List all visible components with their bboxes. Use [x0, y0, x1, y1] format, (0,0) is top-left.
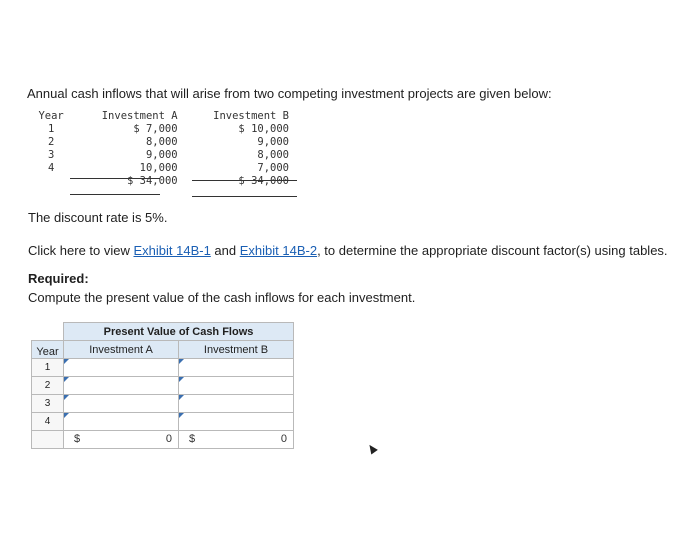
pv-b-input[interactable]	[179, 377, 294, 395]
given-header-year: Year	[38, 110, 64, 122]
year-header: Year	[32, 341, 64, 359]
pv-b-input[interactable]	[179, 359, 294, 377]
given-value-b: 8,000	[257, 149, 289, 161]
given-cash-inflows-table	[30, 110, 305, 202]
given-year: 2	[47, 136, 55, 148]
answer-row	[32, 377, 294, 395]
pv-a-input[interactable]	[64, 395, 179, 413]
year-cell: 3	[32, 395, 64, 413]
click-middle: and	[210, 243, 240, 258]
click-prefix: Click here to view	[28, 243, 134, 258]
given-total-row	[30, 175, 305, 188]
given-header-row	[30, 110, 305, 123]
total-b-dollar: $	[189, 433, 196, 445]
given-value-b: 7,000	[257, 162, 289, 174]
input-caret-icon	[64, 377, 69, 382]
intro-text: Annual cash inflows that will arise from two competing investment projects are given below:	[27, 86, 552, 101]
pv-b-input[interactable]	[179, 395, 294, 413]
input-caret-icon	[179, 413, 184, 418]
answer-row	[32, 395, 294, 413]
given-value-b: $ 10,000	[238, 123, 289, 135]
total-b-value: 0	[280, 433, 287, 445]
given-header-investment-b: Investment B	[213, 110, 289, 122]
given-row	[30, 162, 305, 175]
total-a-dollar: $	[74, 433, 81, 445]
investment-a-header: Investment A	[64, 341, 179, 359]
year-cell: 1	[32, 359, 64, 377]
exhibit-14b-1-link[interactable]: Exhibit 14B-1	[133, 243, 211, 258]
click-suffix: , to determine the appropriate discount factor(s) using tables.	[317, 243, 668, 258]
given-value-b: 9,000	[257, 136, 289, 148]
given-row	[30, 149, 305, 162]
input-caret-icon	[64, 413, 69, 418]
given-year: 1	[47, 123, 55, 135]
answer-row	[32, 359, 294, 377]
input-caret-icon	[179, 377, 184, 382]
total-rule-a	[70, 178, 160, 179]
answer-total-row	[32, 431, 294, 449]
total-a-value: 0	[165, 433, 172, 445]
input-caret-icon	[64, 359, 69, 364]
present-value-title: Present Value of Cash Flows	[64, 323, 294, 341]
total-pv-a	[64, 431, 179, 449]
given-row	[30, 136, 305, 149]
given-value-a: $ 7,000	[133, 123, 178, 135]
pv-a-input[interactable]	[64, 413, 179, 431]
given-year: 3	[47, 149, 55, 161]
given-year: 4	[47, 162, 55, 174]
given-header-investment-a: Investment A	[101, 110, 178, 122]
input-caret-icon	[179, 359, 184, 364]
pv-a-input[interactable]	[64, 377, 179, 395]
total-pv-b	[179, 431, 294, 449]
investment-b-header: Investment B	[179, 341, 294, 359]
input-caret-icon	[179, 395, 184, 400]
total-underline-b	[192, 196, 297, 197]
exhibit-instructions	[28, 243, 668, 258]
total-rule-b	[192, 180, 297, 181]
mouse-cursor-icon	[366, 443, 378, 455]
pv-b-input[interactable]	[179, 413, 294, 431]
given-total-b: $ 34,000	[238, 175, 289, 187]
discount-rate-text: The discount rate is 5%.	[28, 210, 168, 225]
required-label: Required:	[28, 271, 89, 286]
given-total-a: $ 34,000	[127, 175, 178, 187]
given-value-a: 8,000	[145, 136, 178, 148]
total-underline-a	[70, 194, 160, 195]
given-row	[30, 123, 305, 136]
exhibit-14b-2-link[interactable]: Exhibit 14B-2	[239, 243, 318, 258]
compute-instruction: Compute the present value of the cash inflows for each investment.	[28, 290, 416, 305]
given-value-a: 9,000	[145, 149, 178, 161]
input-caret-icon	[64, 395, 69, 400]
present-value-answer-table	[31, 322, 293, 460]
given-value-a: 10,000	[139, 162, 178, 174]
year-cell: 2	[32, 377, 64, 395]
pv-a-input[interactable]	[64, 359, 179, 377]
answer-row	[32, 413, 294, 431]
year-cell: 4	[32, 413, 64, 431]
